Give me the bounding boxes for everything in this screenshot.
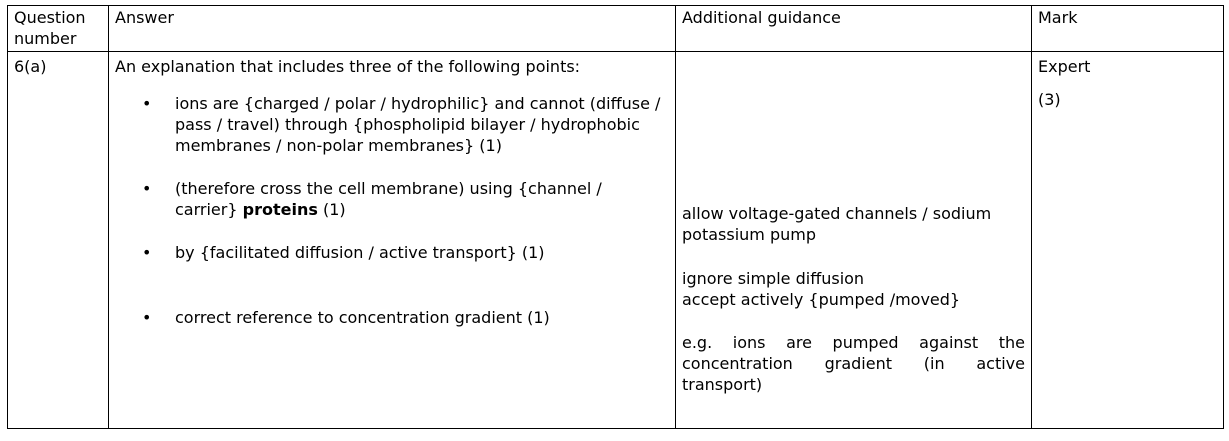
guidance-4: e.g. ions are pumped against the concentration gradient (in active transport) — [682, 333, 1025, 394]
answer-point-text: by {facilitated diffusion / active transport} (1) — [175, 243, 545, 262]
header-question-number: Question number — [8, 6, 109, 52]
mark-value: (3) — [1038, 90, 1061, 109]
answer-point-2 — [115, 178, 669, 220]
answer-point-text: (therefore cross the cell membrane) using {channel / carrier} — [175, 179, 602, 219]
answer-cell — [109, 52, 676, 429]
header-answer: Answer — [109, 6, 676, 52]
bullet-icon: • — [142, 94, 152, 113]
bullet-icon: • — [142, 308, 152, 327]
bullet-icon: • — [142, 179, 152, 198]
header-mark: Mark — [1032, 6, 1224, 52]
header-row — [8, 6, 1224, 52]
question-number-cell — [8, 52, 109, 429]
answer-point-bold: proteins — [242, 200, 318, 219]
header-guidance: Additional guidance — [676, 6, 1032, 52]
answer-points — [115, 93, 669, 328]
answer-intro: An explanation that includes three of the following points: — [115, 57, 581, 76]
mark-scheme-table — [7, 5, 1224, 429]
question-number: 6(a) — [14, 57, 47, 76]
answer-point-4 — [115, 307, 669, 328]
guidance-2: ignore simple diffusion — [682, 269, 865, 288]
guidance-cell — [676, 52, 1032, 429]
answer-point-1 — [115, 93, 669, 156]
answer-point-3 — [115, 242, 669, 263]
guidance-3: accept actively {pumped /moved} — [682, 290, 961, 309]
answer-point-text: correct reference to concentration gradient (1) — [175, 308, 550, 327]
mark-type: Expert — [1038, 57, 1091, 76]
answer-point-mark: (1) — [322, 200, 346, 219]
bullet-icon: • — [142, 243, 152, 262]
mark-cell — [1032, 52, 1224, 429]
guidance-1: allow voltage-gated channels / sodium potassium pump — [682, 204, 992, 244]
answer-point-text: ions are {charged / polar / hydrophilic} and cannot (diffuse / pass / travel) through {phospholipid bilayer / hydrophobic membranes / non-polar membranes} (1) — [175, 94, 661, 155]
answer-row — [8, 52, 1224, 429]
